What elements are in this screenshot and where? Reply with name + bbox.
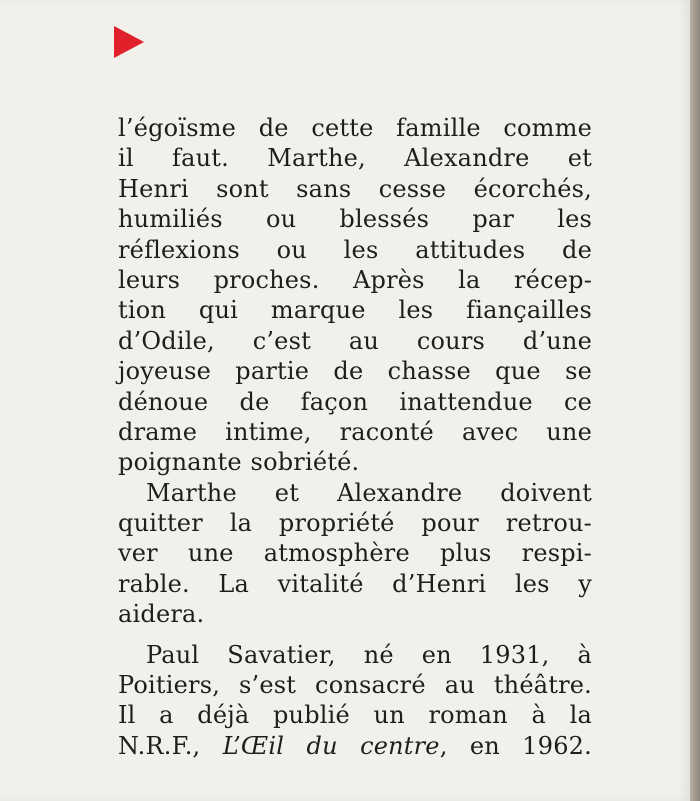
text-line: leurs proches. Après la récep- — [118, 265, 592, 294]
text-line: il faut. Marthe, Alexandre et — [118, 144, 592, 173]
text-line: d’Odile, c’est au cours d’une — [118, 326, 592, 355]
paragraph-2 — [118, 478, 592, 630]
text-line: tion qui marque les fiançailles — [118, 296, 592, 325]
text-line: drame intime, raconté avec une — [118, 417, 592, 446]
paragraph-3 — [118, 640, 592, 762]
text-line: Henri sont sans cesse écorchés, — [118, 174, 592, 203]
book-title: L’Œil du centre — [222, 731, 440, 760]
text-line: dénoue de façon inattendue ce — [118, 387, 592, 416]
text-line: aidera. — [118, 600, 205, 629]
text-line: Poitiers, s’est consacré au théâtre. — [118, 671, 592, 700]
text-line: quitter la propriété pour retrou- — [118, 509, 592, 538]
text-line: rable. La vitalité d’Henri les y — [118, 569, 592, 598]
text-line: l’égoïsme de cette famille comme — [118, 114, 592, 142]
book-text — [118, 113, 592, 761]
red-triangle-marker-icon — [114, 26, 144, 58]
text-line: ver une atmosphère plus respi- — [118, 539, 592, 568]
text-line-final — [118, 731, 592, 761]
text-fragment: N.R.F., — [118, 731, 223, 760]
paragraph-gap — [118, 630, 592, 640]
text-line: Paul Savatier, né en 1931, à — [146, 640, 592, 669]
text-line: humiliés ou blessés par les — [118, 205, 592, 234]
text-line: joyeuse partie de chasse que se — [118, 357, 592, 386]
text-line: Il a déjà publié un roman à la — [118, 701, 592, 730]
text-line: Marthe et Alexandre doivent — [146, 478, 592, 507]
paragraph-1 — [118, 113, 592, 478]
page-edge-shadow — [690, 0, 700, 801]
text-line: réflexions ou les attitudes de — [118, 235, 592, 264]
text-fragment: , en 1962. — [439, 731, 592, 760]
text-line: poignante sobriété. — [118, 448, 360, 477]
